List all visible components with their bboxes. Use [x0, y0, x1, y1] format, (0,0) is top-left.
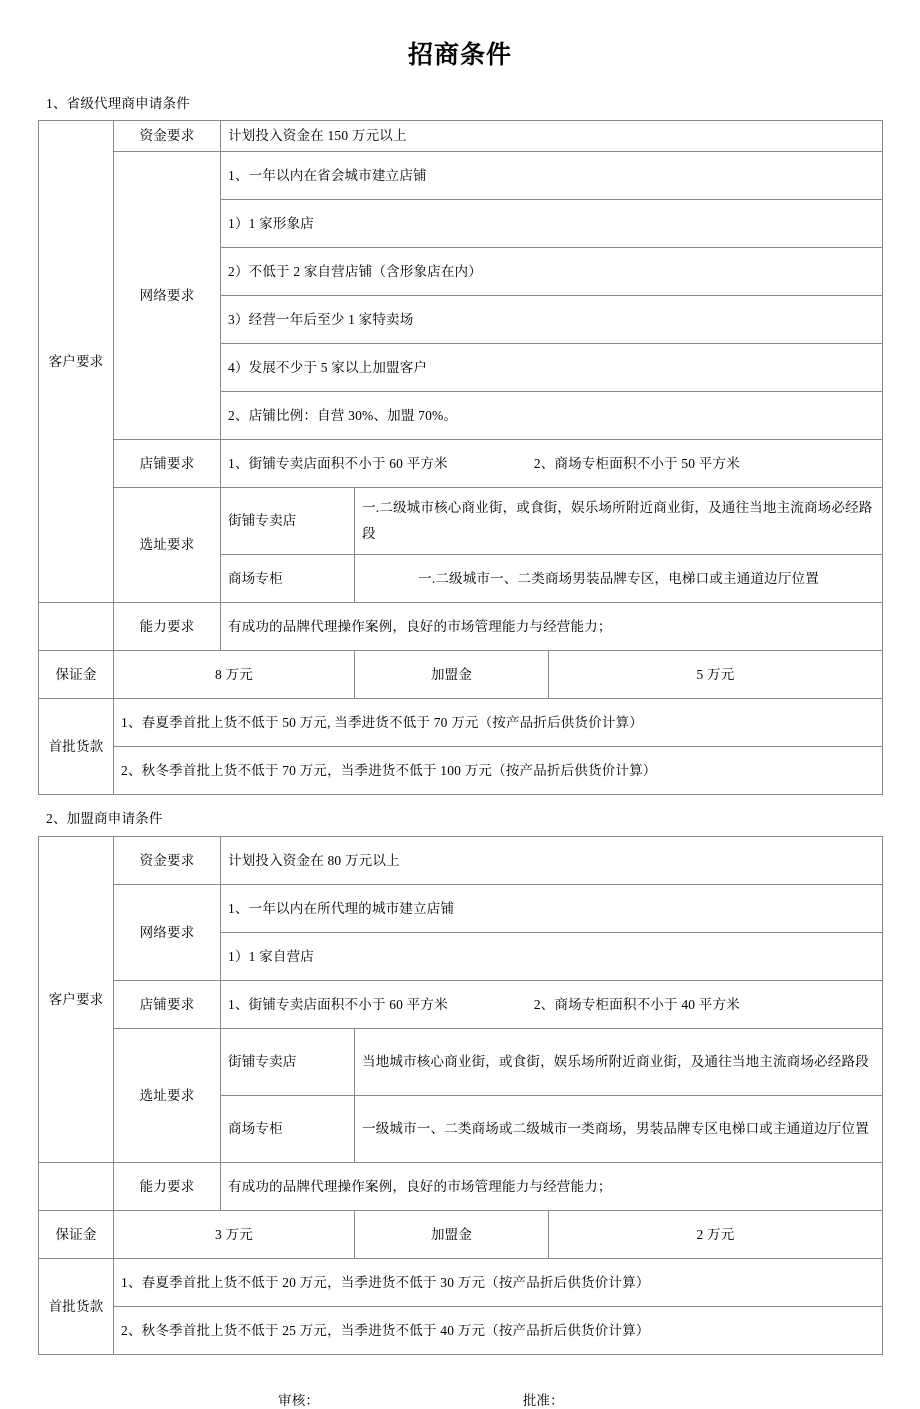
site-street-shop-value: 当地城市核心商业街，或食街，娱乐场所附近商业街，及通往当地主流商场必经路段	[355, 1028, 883, 1095]
site-requirement-label: 选址要求	[114, 1028, 221, 1162]
table-row	[39, 1258, 883, 1306]
network-item: 2、店铺比例：自营 30%、加盟 70%。	[221, 391, 883, 439]
deposit-value: 8 万元	[114, 650, 355, 698]
site-mall-counter-value: 一.二级城市一、二类商场男装品牌专区，电梯口或主通道边厅位置	[355, 554, 883, 602]
section-heading-2: 2、加盟商申请条件	[46, 810, 163, 826]
deposit-value: 3 万元	[114, 1210, 355, 1258]
site-requirement-label: 选址要求	[114, 487, 221, 602]
shop-requirement-item-2: 2、商场专柜面积不小于 40 平方米	[533, 996, 740, 1012]
site-street-shop-value: 一.二级城市核心商业街，或食街，娱乐场所附近商业街，及通往当地主流商场必经路段	[355, 487, 883, 554]
table-row	[39, 121, 883, 152]
ability-requirement-value: 有成功的品牌代理操作案例，良好的市场管理能力与经营能力；	[221, 1162, 883, 1210]
network-item: 3）经营一年后至少 1 家特卖场	[221, 295, 883, 343]
table-row	[39, 1306, 883, 1354]
table-row	[39, 1210, 883, 1258]
franchise-fee-value: 2 万元	[549, 1210, 883, 1258]
shop-requirement-label: 店铺要求	[114, 980, 221, 1028]
table-row	[39, 836, 883, 884]
table-row	[39, 487, 883, 554]
network-item: 1）1 家自营店	[221, 932, 883, 980]
empty-cell	[39, 1162, 114, 1210]
table-row	[39, 746, 883, 794]
site-mall-counter-label: 商场专柜	[221, 1095, 355, 1162]
capital-requirement-value: 计划投入资金在 80 万元以上	[221, 836, 883, 884]
network-item: 4）发展不少于 5 家以上加盟客户	[221, 343, 883, 391]
franchise-fee-label: 加盟金	[355, 650, 549, 698]
table-row	[39, 698, 883, 746]
shop-requirement-item-1: 1、街铺专卖店面积不小于 60 平方米	[228, 996, 448, 1012]
franchise-fee-value: 5 万元	[549, 650, 883, 698]
section-heading-1: 1、省级代理商申请条件	[46, 95, 190, 111]
franchisee-table	[38, 836, 883, 1355]
first-order-item: 1、春夏季首批上货不低于 50 万元, 当季进货不低于 70 万元（按产品折后供货价计算）	[114, 698, 883, 746]
network-item: 2）不低于 2 家自营店铺（含形象店在内）	[221, 247, 883, 295]
customer-requirement-label: 客户要求	[39, 836, 114, 1162]
capital-requirement-label: 资金要求	[114, 836, 221, 884]
site-street-shop-label: 街铺专卖店	[221, 487, 355, 554]
first-order-label: 首批货款	[39, 1258, 114, 1354]
review-label: 审核：	[278, 1392, 320, 1408]
provincial-agent-table	[38, 120, 883, 795]
ability-requirement-label: 能力要求	[114, 602, 221, 650]
table-row	[39, 1162, 883, 1210]
table-row	[39, 602, 883, 650]
shop-requirement-item-2: 2、商场专柜面积不小于 50 平方米	[533, 455, 740, 471]
customer-requirement-label: 客户要求	[39, 121, 114, 603]
shop-requirement-label: 店铺要求	[114, 439, 221, 487]
table-row	[39, 439, 883, 487]
table-row	[39, 1028, 883, 1095]
first-order-item: 1、春夏季首批上货不低于 20 万元，当季进货不低于 30 万元（按产品折后供货价计算）	[114, 1258, 883, 1306]
network-requirement-label: 网络要求	[114, 151, 221, 439]
ability-requirement-value: 有成功的品牌代理操作案例，良好的市场管理能力与经营能力；	[221, 602, 883, 650]
shop-requirement-value	[221, 980, 883, 1028]
shop-requirement-item-1: 1、街铺专卖店面积不小于 60 平方米	[228, 455, 448, 471]
table-row	[39, 980, 883, 1028]
ability-requirement-label: 能力要求	[114, 1162, 221, 1210]
approve-label: 批准：	[522, 1392, 564, 1408]
capital-requirement-label: 资金要求	[114, 121, 221, 152]
network-item: 1）1 家形象店	[221, 199, 883, 247]
deposit-label: 保证金	[39, 1210, 114, 1258]
network-item: 1、一年以内在所代理的城市建立店铺	[221, 884, 883, 932]
franchise-fee-label: 加盟金	[355, 1210, 549, 1258]
site-street-shop-label: 街铺专卖店	[221, 1028, 355, 1095]
deposit-label: 保证金	[39, 650, 114, 698]
site-mall-counter-label: 商场专柜	[221, 554, 355, 602]
first-order-item: 2、秋冬季首批上货不低于 70 万元，当季进货不低于 100 万元（按产品折后供货价计算）	[114, 746, 883, 794]
table-row	[39, 650, 883, 698]
first-order-item: 2、秋冬季首批上货不低于 25 万元，当季进货不低于 40 万元（按产品折后供货价计算）	[114, 1306, 883, 1354]
network-item: 1、一年以内在省会城市建立店铺	[221, 151, 883, 199]
capital-requirement-value: 计划投入资金在 150 万元以上	[221, 121, 883, 152]
network-requirement-label: 网络要求	[114, 884, 221, 980]
first-order-label: 首批货款	[39, 698, 114, 794]
signature-footer	[38, 1389, 882, 1409]
shop-requirement-value	[221, 439, 883, 487]
table-row	[39, 151, 883, 199]
page-title: 招商条件	[407, 42, 512, 69]
table-row	[39, 884, 883, 932]
empty-cell	[39, 602, 114, 650]
site-mall-counter-value: 一级城市一、二类商场或二级城市一类商场，男装品牌专区电梯口或主通道边厅位置	[355, 1095, 883, 1162]
